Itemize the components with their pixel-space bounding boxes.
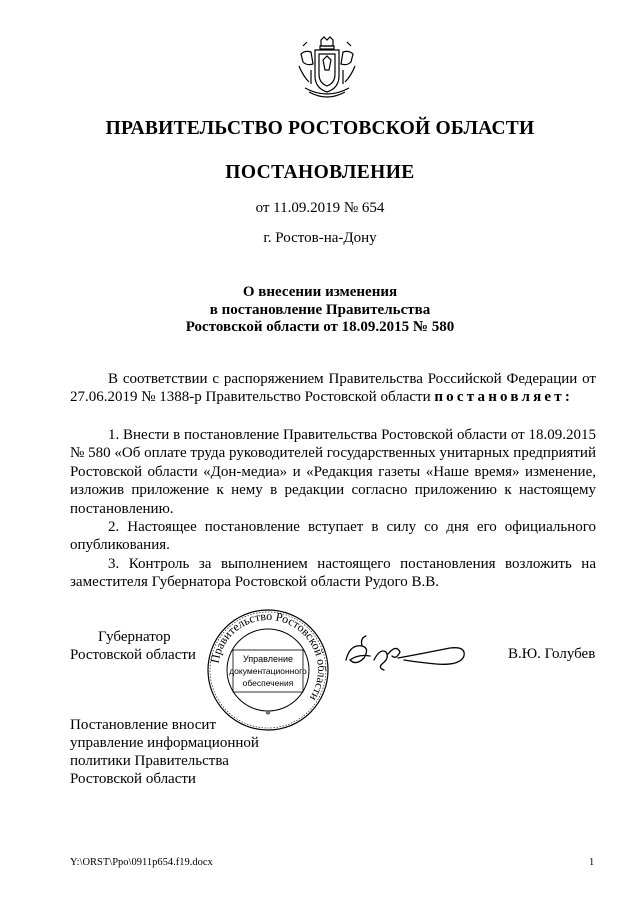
item-1: [70, 426, 596, 518]
footer-file-path: Y:\ORST\Ppo\0911p654.f19.docx: [70, 857, 213, 868]
note-line: политики Правительства: [70, 753, 229, 769]
subject-line: Ростовской области от 18.09.2015 № 580: [185, 319, 455, 335]
subject-line: в постановление Правительства: [209, 301, 431, 318]
stamp-star: *: [265, 709, 271, 721]
coat-of-arms-icon: [295, 36, 359, 102]
item-text: 2. Настоящее постановление вступает в силу со дня его официального опубликования.: [70, 519, 596, 554]
item-3: [70, 555, 596, 592]
document-subject: [0, 284, 640, 337]
page-number: 1: [589, 857, 595, 868]
submission-note: [70, 716, 259, 788]
item-text: 1. Внести в постановление Правительства Ростовской области от 18.09.2015 № 580 «Об оплате труда руководителей государственных унитарных предприятий Ростовской области «Дон-медиа» и «Редакция газеты «Наше время» изменение, изложив приложение к нему в редакции согласно приложению к настоящему постановлению.: [70, 427, 596, 517]
subject-line: О внесении изменения: [242, 284, 398, 300]
stamp-center-text: обеспечения: [242, 678, 294, 688]
item-text: 3. Контроль за выполнением настоящего постановления возложить на заместителя Губернатора Ростовской области Рудого В.В.: [70, 556, 596, 591]
document-date-number: от 11.09.2019 № 654: [255, 200, 385, 216]
signatory-name: В.Ю. Голубев: [508, 646, 596, 662]
stamp-ring-text: Правительство Ростовской области: [207, 608, 330, 704]
handwritten-signature: [340, 630, 470, 680]
preamble: [70, 370, 596, 407]
position-line: Ростовской области: [70, 647, 196, 663]
note-line: Постановление вносит: [70, 717, 217, 733]
stamp-center-text: документационного: [229, 666, 307, 676]
organization-title: ПРАВИТЕЛЬСТВО РОСТОВСКОЙ ОБЛАСТИ: [105, 118, 535, 139]
note-line: Ростовской области: [70, 771, 196, 787]
preamble-keyword: постановляет:: [434, 389, 574, 406]
document-city: г. Ростов-на-Дону: [263, 230, 377, 246]
signatory-position: [70, 628, 196, 664]
item-2: [70, 518, 596, 555]
official-stamp: [206, 608, 330, 732]
position-line: Губернатор: [98, 629, 171, 645]
document-type: ПОСТАНОВЛЕНИЕ: [225, 162, 415, 183]
note-line: управление информационной: [70, 735, 259, 751]
stamp-center-text: Управление: [242, 654, 294, 664]
preamble-text: В соответствии с распоряжением Правительства Российской Федерации от 27.06.2019 № 1388-р Правительство Ростовской области: [70, 371, 596, 406]
